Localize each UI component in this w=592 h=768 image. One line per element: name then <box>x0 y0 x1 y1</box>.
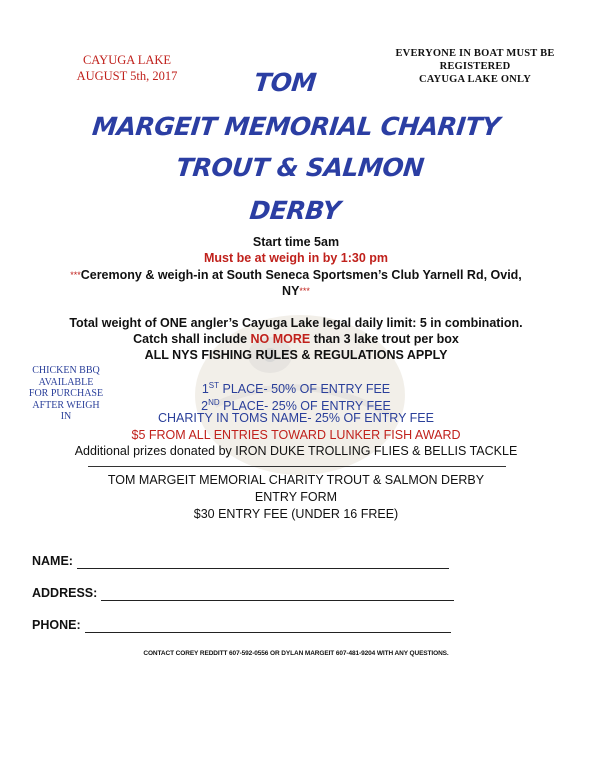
address-field[interactable] <box>101 586 454 601</box>
total-weight-rule: Total weight of ONE angler’s Cayuga Lake legal daily limit: 5 in combination. <box>69 316 523 330</box>
prize-text: PLACE- 25% OF ENTRY FEE <box>219 399 391 414</box>
form-heading: TOM MARGEIT MEMORIAL CHARITY TROUT & SALMON DERBY <box>107 473 485 487</box>
title-line-2: MARGEIT MEMORIAL CHARITY <box>90 112 502 141</box>
name-field[interactable] <box>77 554 449 569</box>
phone-label: PHONE: <box>32 618 81 632</box>
catch-rule <box>0 331 592 347</box>
catch-highlight: NO MORE <box>250 332 311 346</box>
additional-prizes: Additional prizes donated by IRON DUKE TROLLING FLIES & BELLIS TACKLE <box>74 444 518 458</box>
form-subheading: ENTRY FORM <box>254 490 338 504</box>
event-lake: CAYUGA LAKE <box>82 53 172 67</box>
catch-prefix: Catch shall include <box>133 332 251 346</box>
weigh-in-deadline: Must be at weigh in by 1:30 pm <box>203 251 389 265</box>
title-line-1: TOM <box>252 68 318 97</box>
prize-rank-suffix: ST <box>208 381 220 390</box>
asterisks-prefix: *** <box>70 270 81 280</box>
start-time: Start time 5am <box>252 235 340 249</box>
entry-fee: $30 ENTRY FEE (UNDER 16 FREE) <box>193 507 399 521</box>
ceremony-line-2 <box>0 283 592 299</box>
title-line-4: DERBY <box>248 196 342 225</box>
lunker-award: $5 FROM ALL ENTRIES TOWARD LUNKER FISH AWARD <box>131 428 461 442</box>
ceremony-text: Ceremony & weigh-in at South Seneca Sportsmen’s Club Yarnell Rd, Ovid, <box>80 268 522 282</box>
prize-rank-suffix: ND <box>208 398 220 407</box>
prize-rank: 1 <box>201 382 209 397</box>
boat-note-line: CAYUGA LAKE ONLY <box>418 74 532 85</box>
phone-field[interactable] <box>85 618 451 633</box>
contact-info: CONTACT COREY REDDITT 607-592-0556 OR DYLAN MARGEIT 607-481-9204 WITH ANY QUESTIONS. <box>143 650 449 657</box>
boat-note-line: EVERYONE IN BOAT MUST BE <box>395 48 555 59</box>
bbq-line: AVAILABLE <box>38 376 94 388</box>
ceremony-line-1 <box>0 267 592 283</box>
bbq-line: CHICKEN BBQ <box>32 365 100 376</box>
boat-registration-note <box>385 47 565 86</box>
event-location-date <box>62 52 192 84</box>
divider-line <box>88 466 506 467</box>
fishing-rules: ALL NYS FISHING RULES & REGULATIONS APPLY <box>144 348 448 362</box>
boat-note-line: REGISTERED <box>439 61 511 72</box>
address-label: ADDRESS: <box>32 586 98 600</box>
event-date: AUGUST 5th, 2017 <box>76 69 178 83</box>
ceremony-text-2: NY <box>282 284 300 298</box>
title-line-3: TROUT & SALMON <box>174 153 426 182</box>
charity-share: CHARITY IN TOMS NAME- 25% OF ENTRY FEE <box>158 411 434 425</box>
name-label: NAME: <box>32 554 73 568</box>
prize-text: PLACE- 50% OF ENTRY FEE <box>219 382 391 397</box>
prize-rank: 2 <box>201 399 209 414</box>
bbq-line: AFTER WEIGH <box>32 399 100 411</box>
asterisks-suffix: *** <box>299 286 310 296</box>
bbq-line: FOR PURCHASE <box>28 388 104 399</box>
catch-suffix: than 3 lake trout per box <box>310 332 459 346</box>
bbq-line: IN <box>60 411 72 422</box>
